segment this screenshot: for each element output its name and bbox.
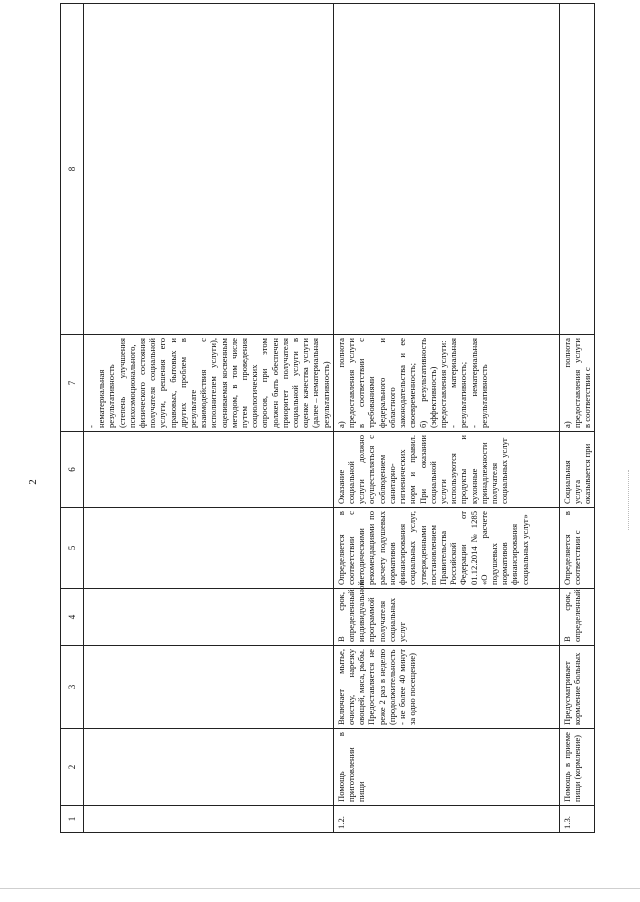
row-number: 1.3. — [559, 806, 595, 833]
row-number — [84, 806, 334, 833]
service-notes — [333, 4, 559, 335]
service-notes — [84, 4, 334, 335]
services-table — [60, 3, 595, 833]
table-row — [333, 4, 559, 833]
service-name: Помощь в приготовлении пищи — [333, 729, 559, 806]
header-cell-5: 5 — [61, 508, 84, 589]
table-row — [84, 4, 334, 833]
service-term — [84, 589, 334, 646]
header-cell-6: 6 — [61, 432, 84, 508]
service-norm: Определяется в соответствии с методическими рекомендациями по расчету подушевых нормативов финансирования социальных услуг, утвержденными постановлением Правительства Российской Федерации от 01.12.2014 № 1285 «О расчете подушевых нормативов финансирования социальных услуг» — [333, 508, 559, 589]
service-conditions: Оказание социальной услуги должно осуществляться с соблюдением санитарно-гигиенических норм и правил. При оказании социальной услуги используются продукты и кухонные принадлежности получателя социальных услуг — [333, 432, 559, 508]
scan-edge-mark — [628, 470, 630, 530]
header-cell-8: 8 — [61, 4, 84, 335]
service-indicators: а) полнота предоставления услуги в соответствии с — [559, 335, 595, 432]
table-header-row — [61, 4, 84, 833]
service-conditions — [84, 432, 334, 508]
header-cell-1: 1 — [61, 806, 84, 833]
service-name: Помощь в приеме пищи (кормление) — [559, 729, 595, 806]
service-indicators: а) полнота предоставления услуги в соответствии с требованиями федерального и областного законодательства и ее своевременность; б) результативность (эффективность) предоставления услуги: - материальная результативность; - нематериальная результативность — [333, 335, 559, 432]
row-number: 1.2. — [333, 806, 559, 833]
service-description — [84, 646, 334, 729]
rotated-table-container — [60, 3, 593, 833]
header-cell-3: 3 — [61, 646, 84, 729]
scan-edge-line — [0, 888, 640, 889]
table-row — [559, 4, 595, 833]
service-norm — [84, 508, 334, 589]
service-term: В срок, определенный — [559, 589, 595, 646]
service-conditions: Социальная услуга оказывается при — [559, 432, 595, 508]
service-indicators: - нематериальная результативность (степень улучшения психоэмоционального, физического состояния получателя социальной услуги, решения его правовых, бытовых и других проблем в результате взаимодействия с исполнителем услуги), оцениваемая косвенным методом, в том числе путем проведения социологических опросов, при этом должен быть обеспечен приоритет получателя социальной услуги в оценке качества услуги (далее – нематериальная результативность) — [84, 335, 334, 432]
service-description: Включает мытье, очистку, нарезку овощей, мяса, рыбы. Предоставляется не реже 2 раз в неделю (продолжительность - не более 40 минут за одно посещение) — [333, 646, 559, 729]
service-description: Предусматривает кормление больных — [559, 646, 595, 729]
header-cell-7: 7 — [61, 335, 84, 432]
page-number: 2 — [26, 479, 39, 485]
service-norm: Определяется в соответствии с — [559, 508, 595, 589]
header-cell-2: 2 — [61, 729, 84, 806]
header-cell-4: 4 — [61, 589, 84, 646]
service-name — [84, 729, 334, 806]
service-notes — [559, 4, 595, 335]
service-term: В срок, определенный индивидуальной программой получателя социальных услуг — [333, 589, 559, 646]
